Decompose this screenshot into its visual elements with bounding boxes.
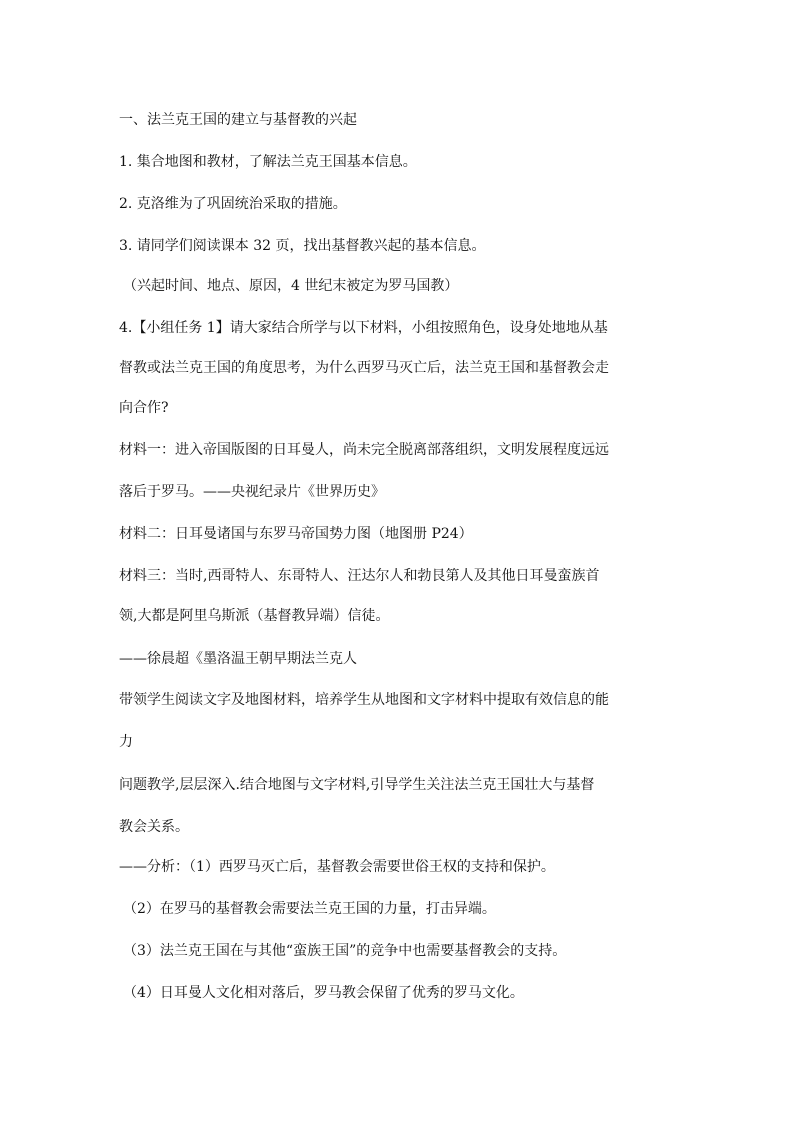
paragraph-line: 落后于罗马。——央视纪录片《世界历史》 xyxy=(119,484,385,500)
paragraph-line: 材料三：当时,西哥特人、东哥特人、汪达尔人和勃艮第人及其他日耳曼蛮族首 xyxy=(119,568,600,584)
section-heading: 一、法兰克王国的建立与基督教的兴起 xyxy=(119,112,357,128)
paragraph-line: 4.【小组任务 1】请大家结合所学与以下材料，小组按照角色，设身处地地从基 xyxy=(119,320,608,336)
paragraph-line: 材料二：日耳曼诸国与东罗马帝国势力图（地图册 P24） xyxy=(119,526,473,542)
paragraph-line: （2）在罗马的基督教会需要法兰克王国的力量，打击异端。 xyxy=(123,901,496,917)
paragraph-line: ——分析：（1）西罗马灭亡后，基督教会需要世俗王权的支持和保护。 xyxy=(119,859,555,875)
paragraph-line: （兴起时间、地点、原因，4 世纪末被定为罗马国教） xyxy=(123,278,459,294)
paragraph-line: （3）法兰克王国在与其他“蛮族王国”的竞争中也需要基督教会的支持。 xyxy=(123,943,567,959)
paragraph-line: 问题教学,层层深入.结合地图与文字材料,引导学生关注法兰克王国壮大与基督 xyxy=(119,777,595,793)
paragraph-line: 1. 集合地图和教材，了解法兰克王国基本信息。 xyxy=(119,154,417,170)
paragraph-line: （4）日耳曼人文化相对落后，罗马教会保留了优秀的罗马文化。 xyxy=(123,985,524,1001)
paragraph-line: 材料一：进入帝国版图的日耳曼人，尚未完全脱离部落组织，文明发展程度远远 xyxy=(119,442,609,458)
paragraph-line: 力 xyxy=(119,734,133,750)
paragraph-line: 2. 克洛维为了巩固统治采取的措施。 xyxy=(119,196,347,212)
paragraph-line: 带领学生阅读文字及地图材料，培养学生从地图和文字材料中提取有效信息的能 xyxy=(119,692,609,708)
paragraph-line: 教会关系。 xyxy=(119,819,189,835)
paragraph-line: 3. 请同学们阅读课本 32 页，找出基督教兴起的基本信息。 xyxy=(119,238,486,254)
paragraph-line: 向合作? xyxy=(119,400,169,416)
paragraph-line: 督教或法兰克王国的角度思考，为什么西罗马灭亡后，法兰克王国和基督教会走 xyxy=(119,360,609,376)
paragraph-line: ——徐晨超《墨洛温王朝早期法兰克人 xyxy=(119,651,357,667)
paragraph-line: 领,大都是阿里乌斯派（基督教异端）信徒。 xyxy=(119,608,390,624)
